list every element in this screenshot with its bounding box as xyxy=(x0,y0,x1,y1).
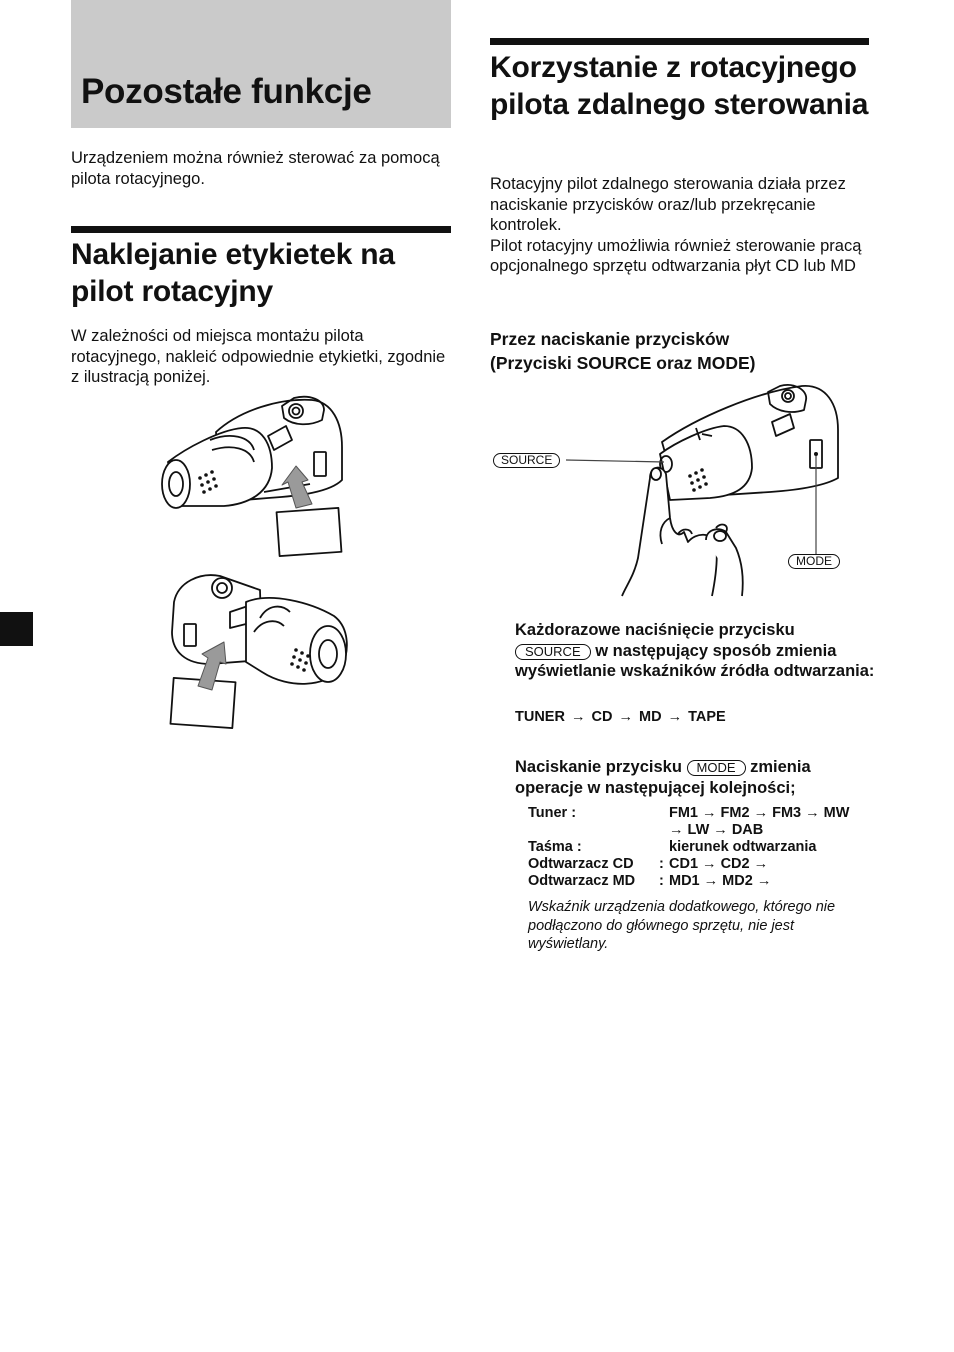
source-button-label: SOURCE xyxy=(515,644,591,660)
intro-text: Urządzeniem można również sterować za pomocą pilota rotacyjnego. xyxy=(71,149,440,188)
section-rule xyxy=(490,38,869,45)
mode-row-label: Tuner : xyxy=(528,805,577,821)
mode-step-before: Naciskanie przycisku xyxy=(515,758,682,776)
mode-row-sep: : xyxy=(659,856,664,872)
remote-section-heading: Korzystanie z rotacyjnego pilota zdalnego sterowania xyxy=(490,51,869,121)
remote-body-line-1: Rotacyjny pilot zdalnego sterowania działa przez naciskanie przycisków oraz/lub przekręcanie kontrolek. xyxy=(490,175,846,234)
source-callout-label: SOURCE xyxy=(493,453,560,468)
labels-section-body: W zależności od miejsca montażu pilota rotacyjnego, nakleić odpowiednie etykietki, zgodnie z ilustracją poniżej. xyxy=(71,327,446,386)
source-step-after: w następujący sposób zmienia wyświetlanie wskaźników źródła odtwarzania: xyxy=(515,641,875,680)
remote-section-body xyxy=(490,174,865,277)
mode-row-value: kierunek odtwarzania xyxy=(669,839,817,855)
note-text: Wskaźnik urządzenia dodatkowego, którego nie podłączono do głównego sprzętu, nie jest wyświetlany. xyxy=(528,899,836,952)
buttons-subheading xyxy=(490,327,870,375)
source-step-before: Każdorazowe naciśnięcie przycisku xyxy=(515,621,795,639)
subheading-line-2: (Przyciski SOURCE oraz MODE) xyxy=(490,353,756,373)
mode-row-sep: : xyxy=(659,873,664,889)
mode-button-label: MODE xyxy=(687,760,746,776)
mode-sequence-table xyxy=(528,805,854,890)
mode-row-value: CD1 → CD2 → xyxy=(669,856,769,872)
page-title: Pozostałe funkcje xyxy=(81,72,372,111)
subheading-line-1: Przez naciskanie przycisków xyxy=(490,329,730,349)
section-rule xyxy=(71,226,451,233)
mode-step-text xyxy=(515,757,875,798)
mode-callout-label: MODE xyxy=(788,554,840,569)
mode-row-value: MD1 → MD2 → xyxy=(669,873,772,889)
mode-row-sep xyxy=(659,839,669,856)
table-row xyxy=(528,856,854,873)
labels-section-heading: Naklejanie etykietek na pilot rotacyjny xyxy=(71,238,395,308)
mode-row-label: Odtwarzacz CD xyxy=(528,856,634,872)
table-row xyxy=(528,805,854,839)
page-side-tab xyxy=(0,612,33,646)
table-row xyxy=(528,873,854,890)
table-row xyxy=(528,839,854,856)
source-step-text xyxy=(515,620,875,682)
mode-row-sep xyxy=(659,805,669,839)
label-attachment-illustration xyxy=(150,392,360,737)
mode-row-value: FM1 → FM2 → FM3 → MW → LW → DAB xyxy=(669,805,850,838)
mode-row-label: Taśma : xyxy=(528,839,582,855)
source-sequence: TUNER → CD → MD → TAPE xyxy=(515,709,726,725)
mode-step-after: zmienia operacje w następującej kolejności; xyxy=(515,758,811,797)
remote-body-line-2: Pilot rotacyjny umożliwia również sterowanie pracą opcjonalnego sprzętu odtwarzania płyt CD lub MD xyxy=(490,236,862,275)
mode-row-label: Odtwarzacz MD xyxy=(528,873,636,889)
